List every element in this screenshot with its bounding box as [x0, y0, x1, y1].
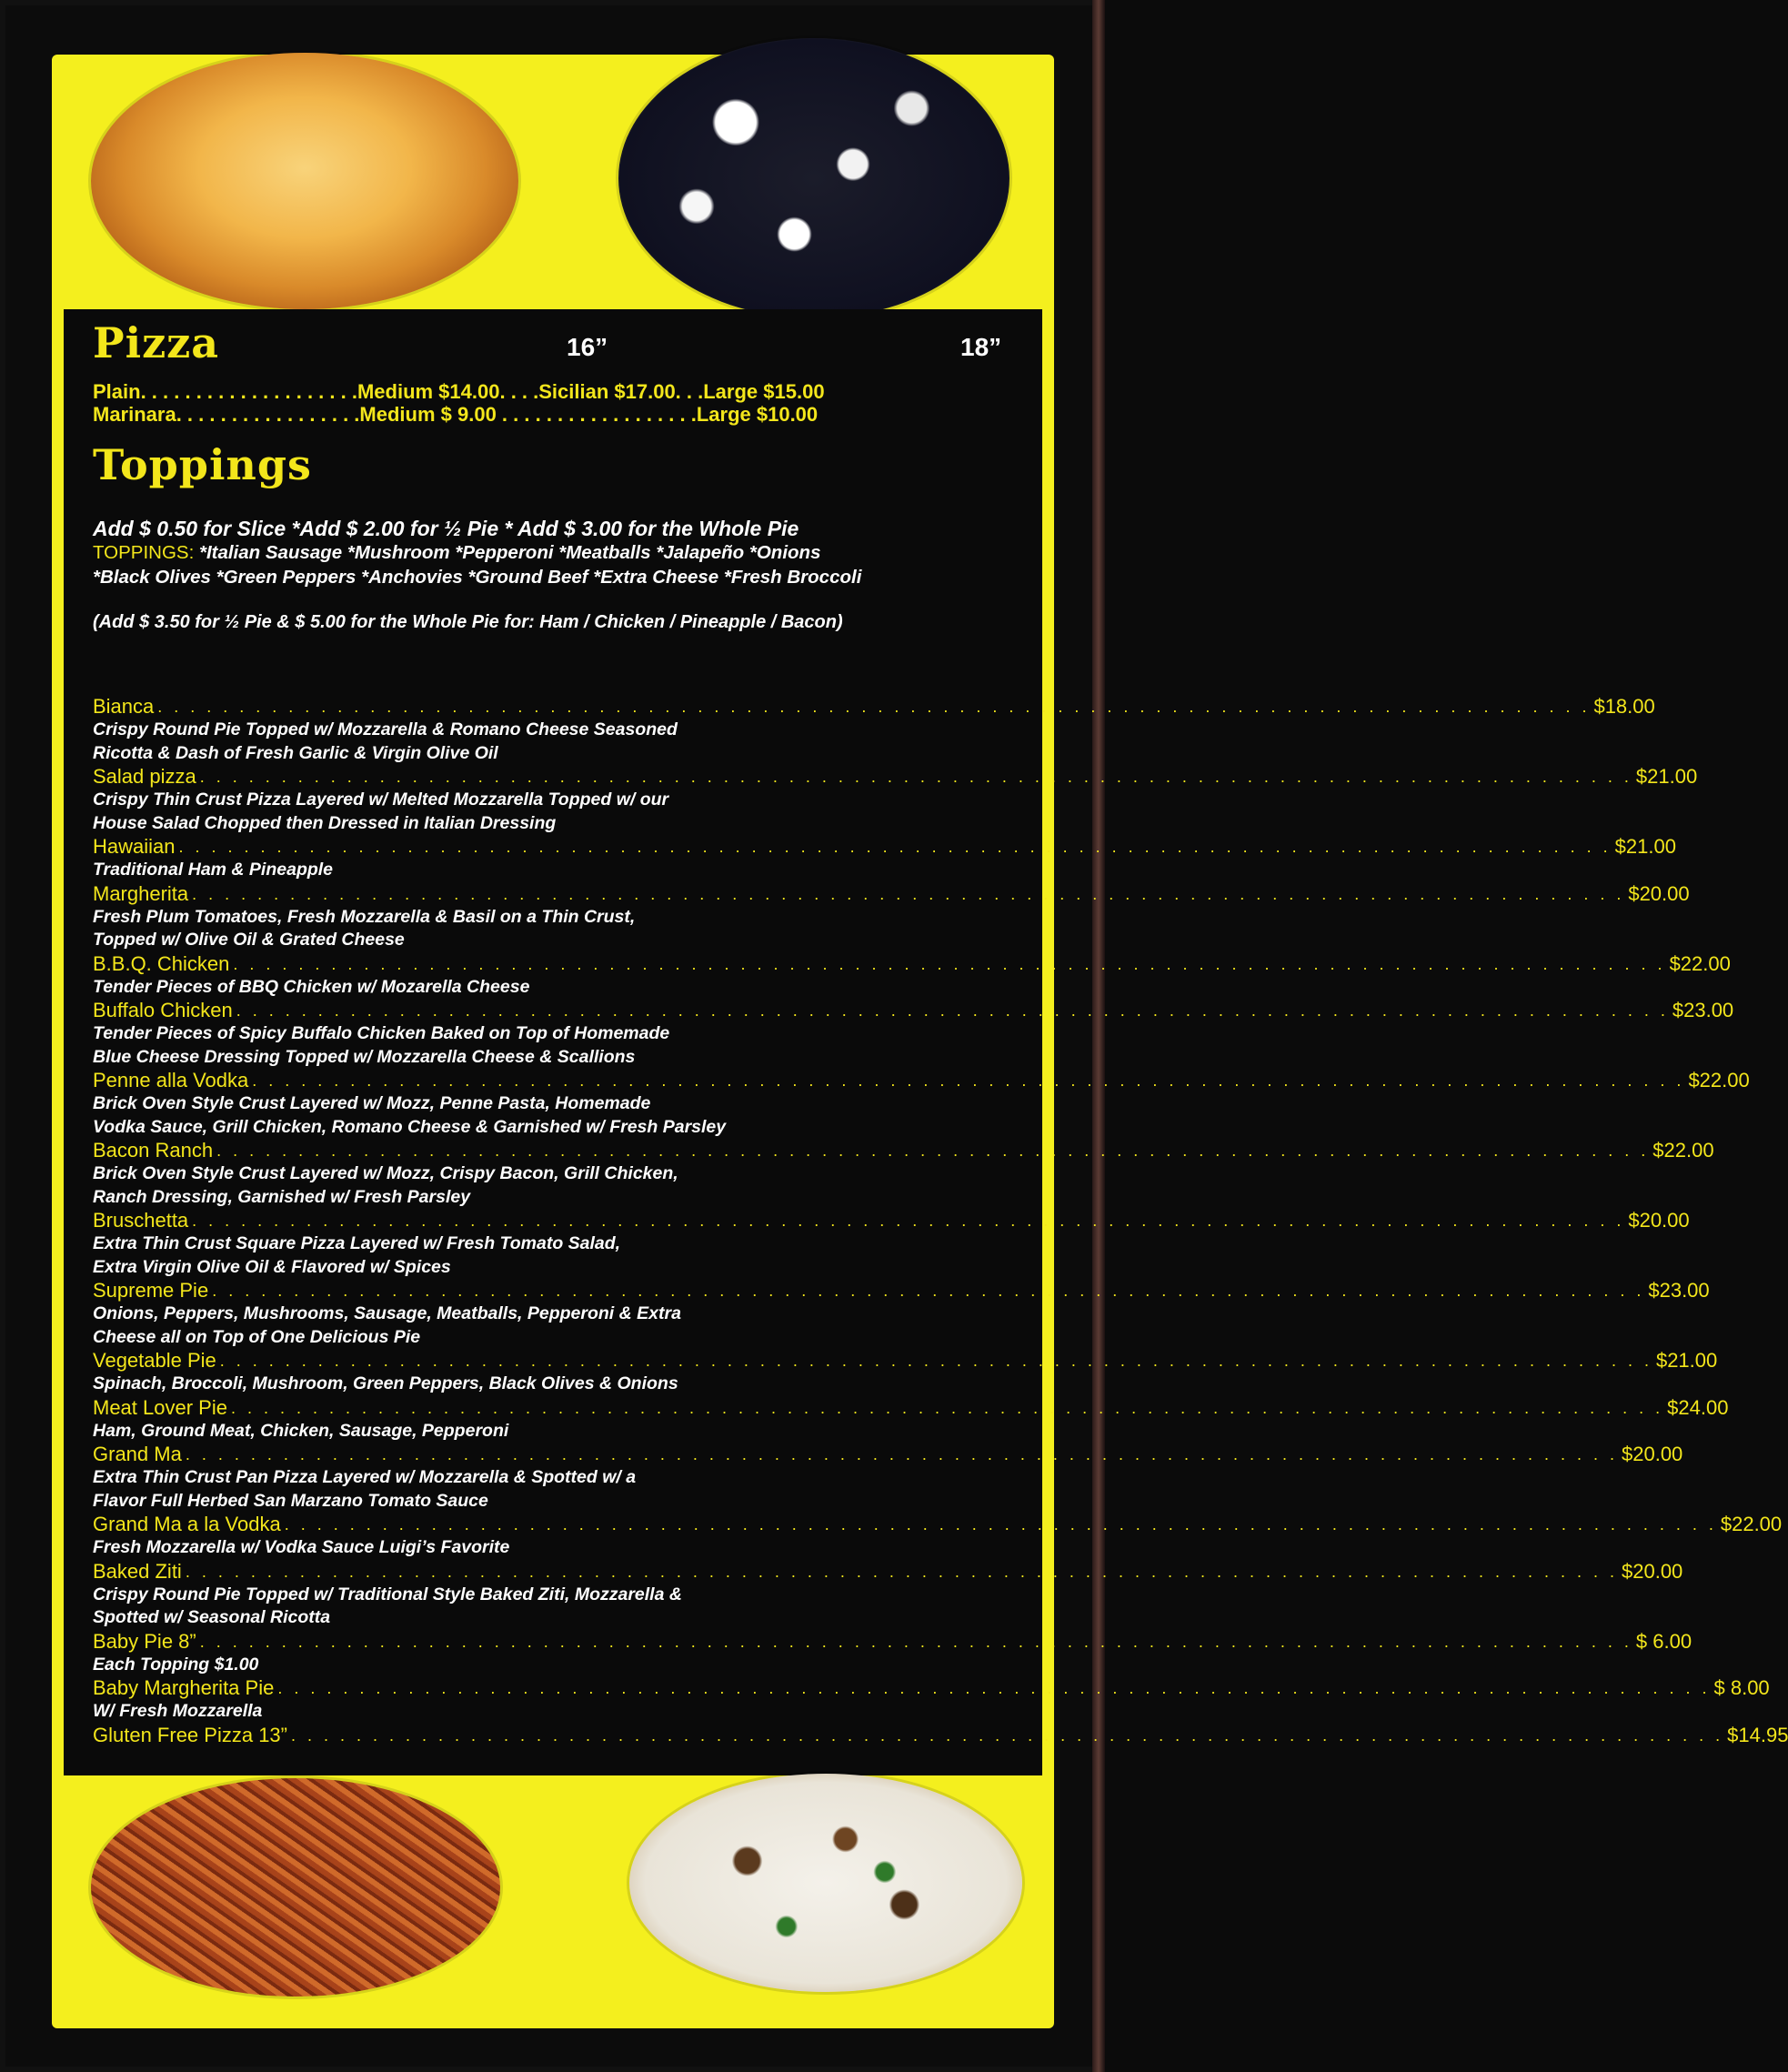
menu-item-description: Fresh Plum Tomatoes, Fresh Mozzarella & Basil on a Thin Crust, — [93, 906, 636, 927]
menu-item-name: Grand Ma — [93, 1443, 182, 1465]
menu-item-description: Cheese all on Top of One Delicious Pie — [93, 1326, 421, 1347]
menu-item-description: Extra Thin Crust Square Pizza Layered w/ Fresh Tomato Salad, — [93, 1233, 621, 1253]
menu-item-description: Fresh Mozzarella w/ Vodka Sauce Luigi’s Favorite — [93, 1537, 510, 1557]
mushroom-pizza-photo — [629, 1774, 1022, 1992]
dot-leader: . . . . . . . . . . . . . . . . . . . . . . . . . . . . . . . . . . . . . . . . . . . . . . . . . . . . . . . . . . . . . . . . . . . . . . . . . . . . . . . . . . . . . . . . — [233, 954, 1666, 973]
menu-item-row — [93, 1139, 1714, 1162]
ziti-pizza-photo — [91, 1778, 500, 1997]
menu-item-name: Baby Pie 8” — [93, 1629, 196, 1653]
menu-item-price: $22.00 — [1720, 1513, 1783, 1535]
menu-item-row — [93, 1723, 1788, 1747]
size-18-label: 18” — [960, 333, 1002, 361]
menu-item-name: Bianca — [93, 695, 155, 718]
menu-item-description: Crispy Thin Crust Pizza Layered w/ Melted Mozzarella Topped w/ our — [93, 790, 669, 810]
menu-item-name: Penne alla Vodka — [93, 1069, 249, 1091]
pizza-heading: Pizza — [93, 318, 220, 367]
menu-item-description: Onions, Peppers, Mushrooms, Sausage, Meatballs, Pepperoni & Extra — [93, 1303, 681, 1323]
menu-item-price: $23.00 — [1648, 1279, 1710, 1302]
menu-item-description: Crispy Round Pie Topped w/ Mozzarella & Romano Cheese Seasoned — [93, 719, 678, 739]
specialty-pizza-list — [93, 695, 1788, 1747]
menu-item-description: Brick Oven Style Crust Layered w/ Mozz, Crispy Bacon, Grill Chicken, — [93, 1163, 678, 1183]
dot-leader: . . . . . . . . . . . . . . . . . . . . . . . . . . . . . . . . . . . . . . . . . . . . . . . . . . . . . . . . . . . . . . . . . . . . . . . . . . . . . . . . . . . . . . . . — [192, 884, 1625, 903]
menu-item-price: $18.00 — [1593, 695, 1655, 718]
plain-price-row: Plain. . . . . . . . . . . . . . . . . . . .Medium $14.00. . . .Sicilian $17.00. . .Large $15.00 — [93, 380, 825, 403]
marinara-price-row: Marinara. . . . . . . . . . . . . . . . .Medium $ 9.00 . . . . . . . . . . . . . . . . . .Large $10.00 — [93, 403, 819, 426]
menu-item-name: Bacon Ranch — [93, 1139, 214, 1162]
dot-leader: . . . . . . . . . . . . . . . . . . . . . . . . . . . . . . . . . . . . . . . . . . . . . . . . . . . . . . . . . . . . . . . . . . . . . . . . . . . . . . . . . . . . . . . . — [290, 1725, 1724, 1745]
menu-item-row — [93, 835, 1676, 859]
menu-item-row — [93, 1349, 1718, 1373]
menu-item-row — [93, 765, 1698, 789]
menu-item-price: $ 6.00 — [1635, 1629, 1693, 1653]
menu-item-description: Each Topping $1.00 — [93, 1654, 259, 1675]
toppings-line-2: *Black Olives *Green Peppers *Anchovies *Ground Beef *Extra Cheese *Fresh Broccoli — [93, 567, 862, 588]
cheese-pizza-photo — [91, 53, 518, 309]
menu-item-description: Vodka Sauce, Grill Chicken, Romano Cheese & Garnished w/ Fresh Parsley — [93, 1116, 727, 1137]
menu-item-description: Flavor Full Herbed San Marzano Tomato Sauce — [93, 1490, 488, 1511]
menu-item-price: $ 8.00 — [1713, 1676, 1770, 1699]
menu-item-name: Baby Margherita Pie — [93, 1676, 275, 1699]
menu-item-row — [93, 1676, 1770, 1700]
menu-item-row — [93, 1395, 1729, 1420]
menu-item-name: Hawaiian — [93, 835, 176, 858]
menu-item-name: Bruschetta — [93, 1209, 189, 1232]
menu-item-row — [93, 695, 1655, 719]
menu-item-price: $20.00 — [1628, 881, 1690, 905]
menu-item-description: W/ Fresh Mozzarella — [93, 1701, 263, 1721]
dot-leader: . . . . . . . . . . . . . . . . . . . . . . . . . . . . . . . . . . . . . . . . . . . . . . . . . . . . . . . . . . . . . . . . . . . . . . . . . . . . . . . . . . . . . . . . — [157, 698, 1591, 716]
dot-leader: . . . . . . . . . . . . . . . . . . . . . . . . . . . . . . . . . . . . . . . . . . . . . . . . . . . . . . . . . . . . . . . . . . . . . . . . . . . . . . . . . . . . . . . . — [252, 1071, 1685, 1090]
dot-leader: . . . . . . . . . . . . . . . . . . . . . . . . . . . . . . . . . . . . . . . . . . . . . . . . . . . . . . . . . . . . . . . . . . . . . . . . . . . . . . . . . . . . . . . . — [212, 1282, 1645, 1300]
menu-item-price: $14.95 — [1727, 1723, 1788, 1746]
menu-item-row — [93, 1443, 1683, 1466]
dot-leader: . . . . . . . . . . . . . . . . . . . . . . . . . . . . . . . . . . . . . . . . . . . . . . . . . . . . . . . . . . . . . . . . . . . . . . . . . . . . . . . . . . . . . . . . — [284, 1515, 1717, 1534]
menu-item-description: Spinach, Broccoli, Mushroom, Green Peppers, Black Olives & Onions — [93, 1373, 678, 1393]
menu-item-price: $21.00 — [1614, 835, 1676, 858]
menu-item-row — [93, 1559, 1683, 1584]
menu-item-description: Crispy Round Pie Topped w/ Traditional Style Baked Ziti, Mozzarella & — [93, 1584, 682, 1604]
menu-item-price: $20.00 — [1628, 1209, 1690, 1232]
menu-item-description: Tender Pieces of Spicy Buffalo Chicken Baked on Top of Homemade — [93, 1023, 670, 1043]
menu-item-row — [93, 951, 1731, 976]
dot-leader: . . . . . . . . . . . . . . . . . . . . . . . . . . . . . . . . . . . . . . . . . . . . . . . . . . . . . . . . . . . . . . . . . . . . . . . . . . . . . . . . . . . . . . . . — [199, 768, 1632, 786]
menu-item-description: Tender Pieces of BBQ Chicken w/ Mozarella Cheese — [93, 976, 530, 997]
menu-item-price: $21.00 — [1655, 1349, 1718, 1372]
dot-leader: . . . . . . . . . . . . . . . . . . . . . . . . . . . . . . . . . . . . . . . . . . . . . . . . . . . . . . . . . . . . . . . . . . . . . . . . . . . . . . . . . . . . . . . . — [185, 1445, 1618, 1463]
menu-item-row — [93, 1209, 1690, 1232]
menu-item-description: Extra Virgin Olive Oil & Flavored w/ Spices — [93, 1256, 451, 1277]
menu-item-description: House Salad Chopped then Dressed in Italian Dressing — [93, 812, 557, 833]
menu-item-price: $24.00 — [1667, 1395, 1729, 1419]
page-edge — [1092, 0, 1105, 2072]
menu-item-name: Gluten Free Pizza 13” — [93, 1723, 287, 1746]
menu-item-name: Buffalo Chicken — [93, 999, 233, 1021]
menu-item-price: $22.00 — [1688, 1069, 1750, 1091]
menu-item-name: Salad pizza — [93, 765, 196, 788]
menu-item-description: Ham, Ground Meat, Chicken, Sausage, Pepperoni — [93, 1420, 509, 1441]
menu-item-name: Meat Lover Pie — [93, 1395, 227, 1419]
toppings-list-1: *Italian Sausage *Mushroom *Pepperoni *Meatballs *Jalapeño *Onions — [194, 542, 821, 563]
menu-item-description: Topped w/ Olive Oil & Grated Cheese — [93, 930, 405, 950]
menu-item-description: Ricotta & Dash of Fresh Garlic & Virgin Olive Oil — [93, 742, 498, 763]
menu-item-row — [93, 999, 1734, 1022]
dot-leader: . . . . . . . . . . . . . . . . . . . . . . . . . . . . . . . . . . . . . . . . . . . . . . . . . . . . . . . . . . . . . . . . . . . . . . . . . . . . . . . . . . . . . . . . — [192, 1212, 1625, 1230]
menu-item-name: Baked Ziti — [93, 1559, 182, 1583]
dot-leader: . . . . . . . . . . . . . . . . . . . . . . . . . . . . . . . . . . . . . . . . . . . . . . . . . . . . . . . . . . . . . . . . . . . . . . . . . . . . . . . . . . . . . . . . — [236, 1001, 1669, 1020]
menu-item-name: B.B.Q. Chicken — [93, 951, 230, 975]
menu-item-name: Margherita — [93, 881, 189, 905]
dot-leader: . . . . . . . . . . . . . . . . . . . . . . . . . . . . . . . . . . . . . . . . . . . . . . . . . . . . . . . . . . . . . . . . . . . . . . . . . . . . . . . . . . . . . . . . — [178, 838, 1612, 856]
dot-leader: . . . . . . . . . . . . . . . . . . . . . . . . . . . . . . . . . . . . . . . . . . . . . . . . . . . . . . . . . . . . . . . . . . . . . . . . . . . . . . . . . . . . . . . . — [230, 1398, 1664, 1417]
toppings-label: TOPPINGS: — [93, 542, 195, 563]
dot-leader: . . . . . . . . . . . . . . . . . . . . . . . . . . . . . . . . . . . . . . . . . . . . . . . . . . . . . . . . . . . . . . . . . . . . . . . . . . . . . . . . . . . . . . . . — [277, 1679, 1711, 1697]
menu-item-description: Blue Cheese Dressing Topped w/ Mozzarella Cheese & Scallions — [93, 1046, 636, 1067]
menu-item-name: Grand Ma a la Vodka — [93, 1513, 281, 1535]
dot-leader: . . . . . . . . . . . . . . . . . . . . . . . . . . . . . . . . . . . . . . . . . . . . . . . . . . . . . . . . . . . . . . . . . . . . . . . . . . . . . . . . . . . . . . . . — [185, 1562, 1618, 1581]
menu-item-price: $20.00 — [1622, 1559, 1683, 1583]
add-price-note: Add $ 0.50 for Slice *Add $ 2.00 for ½ Pie * Add $ 3.00 for the Whole Pie — [93, 517, 799, 540]
menu-item-row — [93, 1069, 1750, 1092]
menu-item-row — [93, 1513, 1783, 1536]
toppings-heading: Toppings — [93, 440, 312, 489]
menu-item-description: Brick Oven Style Crust Layered w/ Mozz, Penne Pasta, Homemade — [93, 1093, 651, 1113]
black-olive-pizza-photo — [618, 38, 1010, 318]
menu-item-description: Spotted w/ Seasonal Ricotta — [93, 1607, 331, 1627]
menu-item-price: $22.00 — [1652, 1139, 1714, 1162]
menu-item-description: Ranch Dressing, Garnished w/ Fresh Parsley — [93, 1186, 471, 1207]
menu-item-row — [93, 1279, 1710, 1303]
toppings-line-1 — [93, 542, 1020, 564]
size-16-label: 16” — [567, 333, 608, 361]
menu-item-name: Vegetable Pie — [93, 1349, 216, 1372]
menu-item-price: $23.00 — [1672, 999, 1734, 1021]
dot-leader: . . . . . . . . . . . . . . . . . . . . . . . . . . . . . . . . . . . . . . . . . . . . . . . . . . . . . . . . . . . . . . . . . . . . . . . . . . . . . . . . . . . . . . . . — [219, 1352, 1652, 1370]
menu-item-price: $21.00 — [1635, 765, 1698, 788]
menu-item-price: $20.00 — [1622, 1443, 1683, 1465]
menu-item-row — [93, 1629, 1693, 1654]
dot-leader: . . . . . . . . . . . . . . . . . . . . . . . . . . . . . . . . . . . . . . . . . . . . . . . . . . . . . . . . . . . . . . . . . . . . . . . . . . . . . . . . . . . . . . . . — [199, 1632, 1632, 1651]
menu-item-name: Supreme Pie — [93, 1279, 209, 1302]
menu-item-price: $22.00 — [1669, 951, 1731, 975]
premium-toppings-note: (Add $ 3.50 for ½ Pie & $ 5.00 for the Whole Pie for: Ham / Chicken / Pineapple / Bacon) — [93, 612, 843, 632]
menu-item-row — [93, 881, 1690, 906]
menu-item-description: Extra Thin Crust Pan Pizza Layered w/ Mozzarella & Spotted w/ a — [93, 1467, 637, 1487]
menu-item-description: Traditional Ham & Pineapple — [93, 860, 334, 880]
dot-leader: . . . . . . . . . . . . . . . . . . . . . . . . . . . . . . . . . . . . . . . . . . . . . . . . . . . . . . . . . . . . . . . . . . . . . . . . . . . . . . . . . . . . . . . . — [216, 1142, 1650, 1160]
